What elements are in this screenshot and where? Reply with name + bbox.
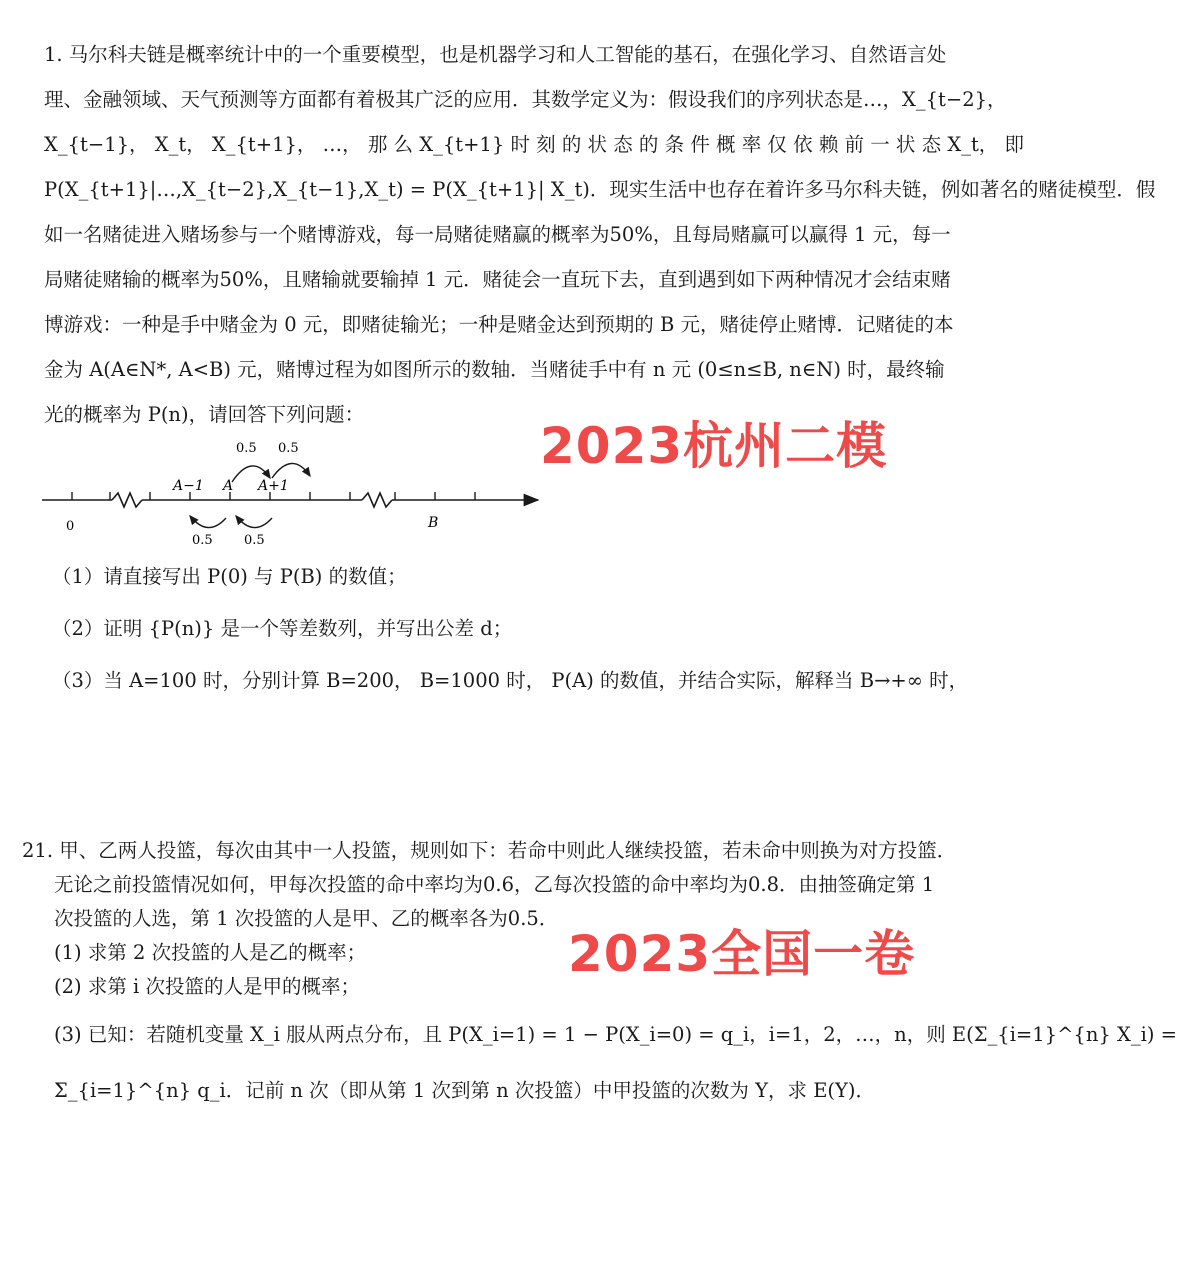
label-A: A [223,478,234,494]
transition-arc-down-2 [236,516,272,528]
prob-down-1: 0.5 [192,533,213,548]
problem-1-line: P(X_{t+1}|…,X_{t−2},X_{t−1},X_t) = P(X_{t+1}| X_t)．现实生活中也存在着许多马尔科夫链，例如著名的赌徒模型．假 [44,178,1156,201]
problem-1-question-1: （1）请直接写出 P(0) 与 P(B) 的数值； [52,565,407,588]
axis-break-1 [112,493,142,507]
axis-break-2 [362,493,392,507]
problem-21-line: 21. 甲、乙两人投篮，每次由其中一人投篮，规则如下：若命中则此人继续投篮，若未命中则换为对方投篮． [22,839,957,862]
problem-1-line: 1. 马尔科夫链是概率统计中的一个重要模型，也是机器学习和人工智能的基石，在强化学习、自然语言处 [44,43,947,66]
problem-1-line: 理、金融领域、天气预测等方面都有着极其广泛的应用．其数学定义为：假设我们的序列状态是…，X_{t−2}， [44,88,1007,111]
problem-1-line: 金为 A(A∈N*, A<B) 元，赌博过程为如图所示的数轴．当赌徒手中有 n 元 (0≤n≤B, n∈N) 时，最终输 [44,358,945,381]
problem-1-line: 局赌徒赌输的概率为50%，且赌输就要输掉 1 元．赌徒会一直玩下去，直到遇到如下两种情况才会结束赌 [44,268,951,291]
label-A-minus-1: A−1 [173,478,204,494]
transition-arc-down-1 [190,516,226,528]
problem-1-question-3: （3）当 A=100 时，分别计算 B=200， B=1000 时， P(A) 的数值，并结合实际，解释当 B→+∞ 时， [52,669,969,692]
prob-up-2: 0.5 [278,441,299,456]
problem-21-question-2: (2) 求第 i 次投篮的人是甲的概率； [54,975,360,998]
problem-21-line: 无论之前投篮情况如何，甲每次投篮的命中率均为0.6，乙每次投篮的命中率均为0.8．由抽签确定第 1 [54,873,935,896]
number-line-diagram [40,430,550,550]
label-zero: 0 [66,519,75,534]
problem-1-line: X_{t−1}， X_t， X_{t+1}， …， 那 么 X_{t+1} 时 刻 的 状 态 的 条 件 概 率 仅 依 赖 前 一 状 态 X_t， 即 [44,133,1024,156]
problem-21-question-3: (3) 已知：若随机变量 X_i 服从两点分布，且 P(X_i=1) = 1 − P(X_i=0) = q_i，i=1，2，…，n，则 E(Σ_{i=1}^{n} X_i) = [54,1023,1177,1046]
label-B: B [428,515,439,531]
problem-1-line: 博游戏：一种是手中赌金为 0 元，即赌徒输光；一种是赌金达到预期的 B 元，赌徒停止赌博．记赌徒的本 [44,313,954,336]
problem-21-question-3-cont: Σ_{i=1}^{n} q_i．记前 n 次（即从第 1 次到第 n 次投篮）中甲投篮的次数为 Y，求 E(Y)． [54,1079,876,1102]
problem-21-line: 次投篮的人选，第 1 次投篮的人是甲、乙的概率各为0.5． [54,907,559,930]
watermark-national: 2023全国一卷 [568,925,916,983]
problem-1-text [44,32,1156,437]
watermark-hangzhou: 2023杭州二模 [540,417,888,475]
problem-1-line: 如一名赌徒进入赌场参与一个赌博游戏，每一局赌徒赌赢的概率为50%，且每局赌赢可以赢得 1 元，每一 [44,223,951,246]
problem-21-question-1: (1) 求第 2 次投篮的人是乙的概率； [54,941,367,964]
problem-1-line: 光的概率为 P(n)，请回答下列问题： [44,403,365,426]
label-A-plus-1: A+1 [258,478,289,494]
problem-1-question-2: （2）证明 {P(n)} 是一个等差数列，并写出公差 d； [52,617,513,640]
prob-down-2: 0.5 [244,533,265,548]
prob-up-1: 0.5 [236,441,257,456]
transition-arc-up-2 [272,463,310,478]
